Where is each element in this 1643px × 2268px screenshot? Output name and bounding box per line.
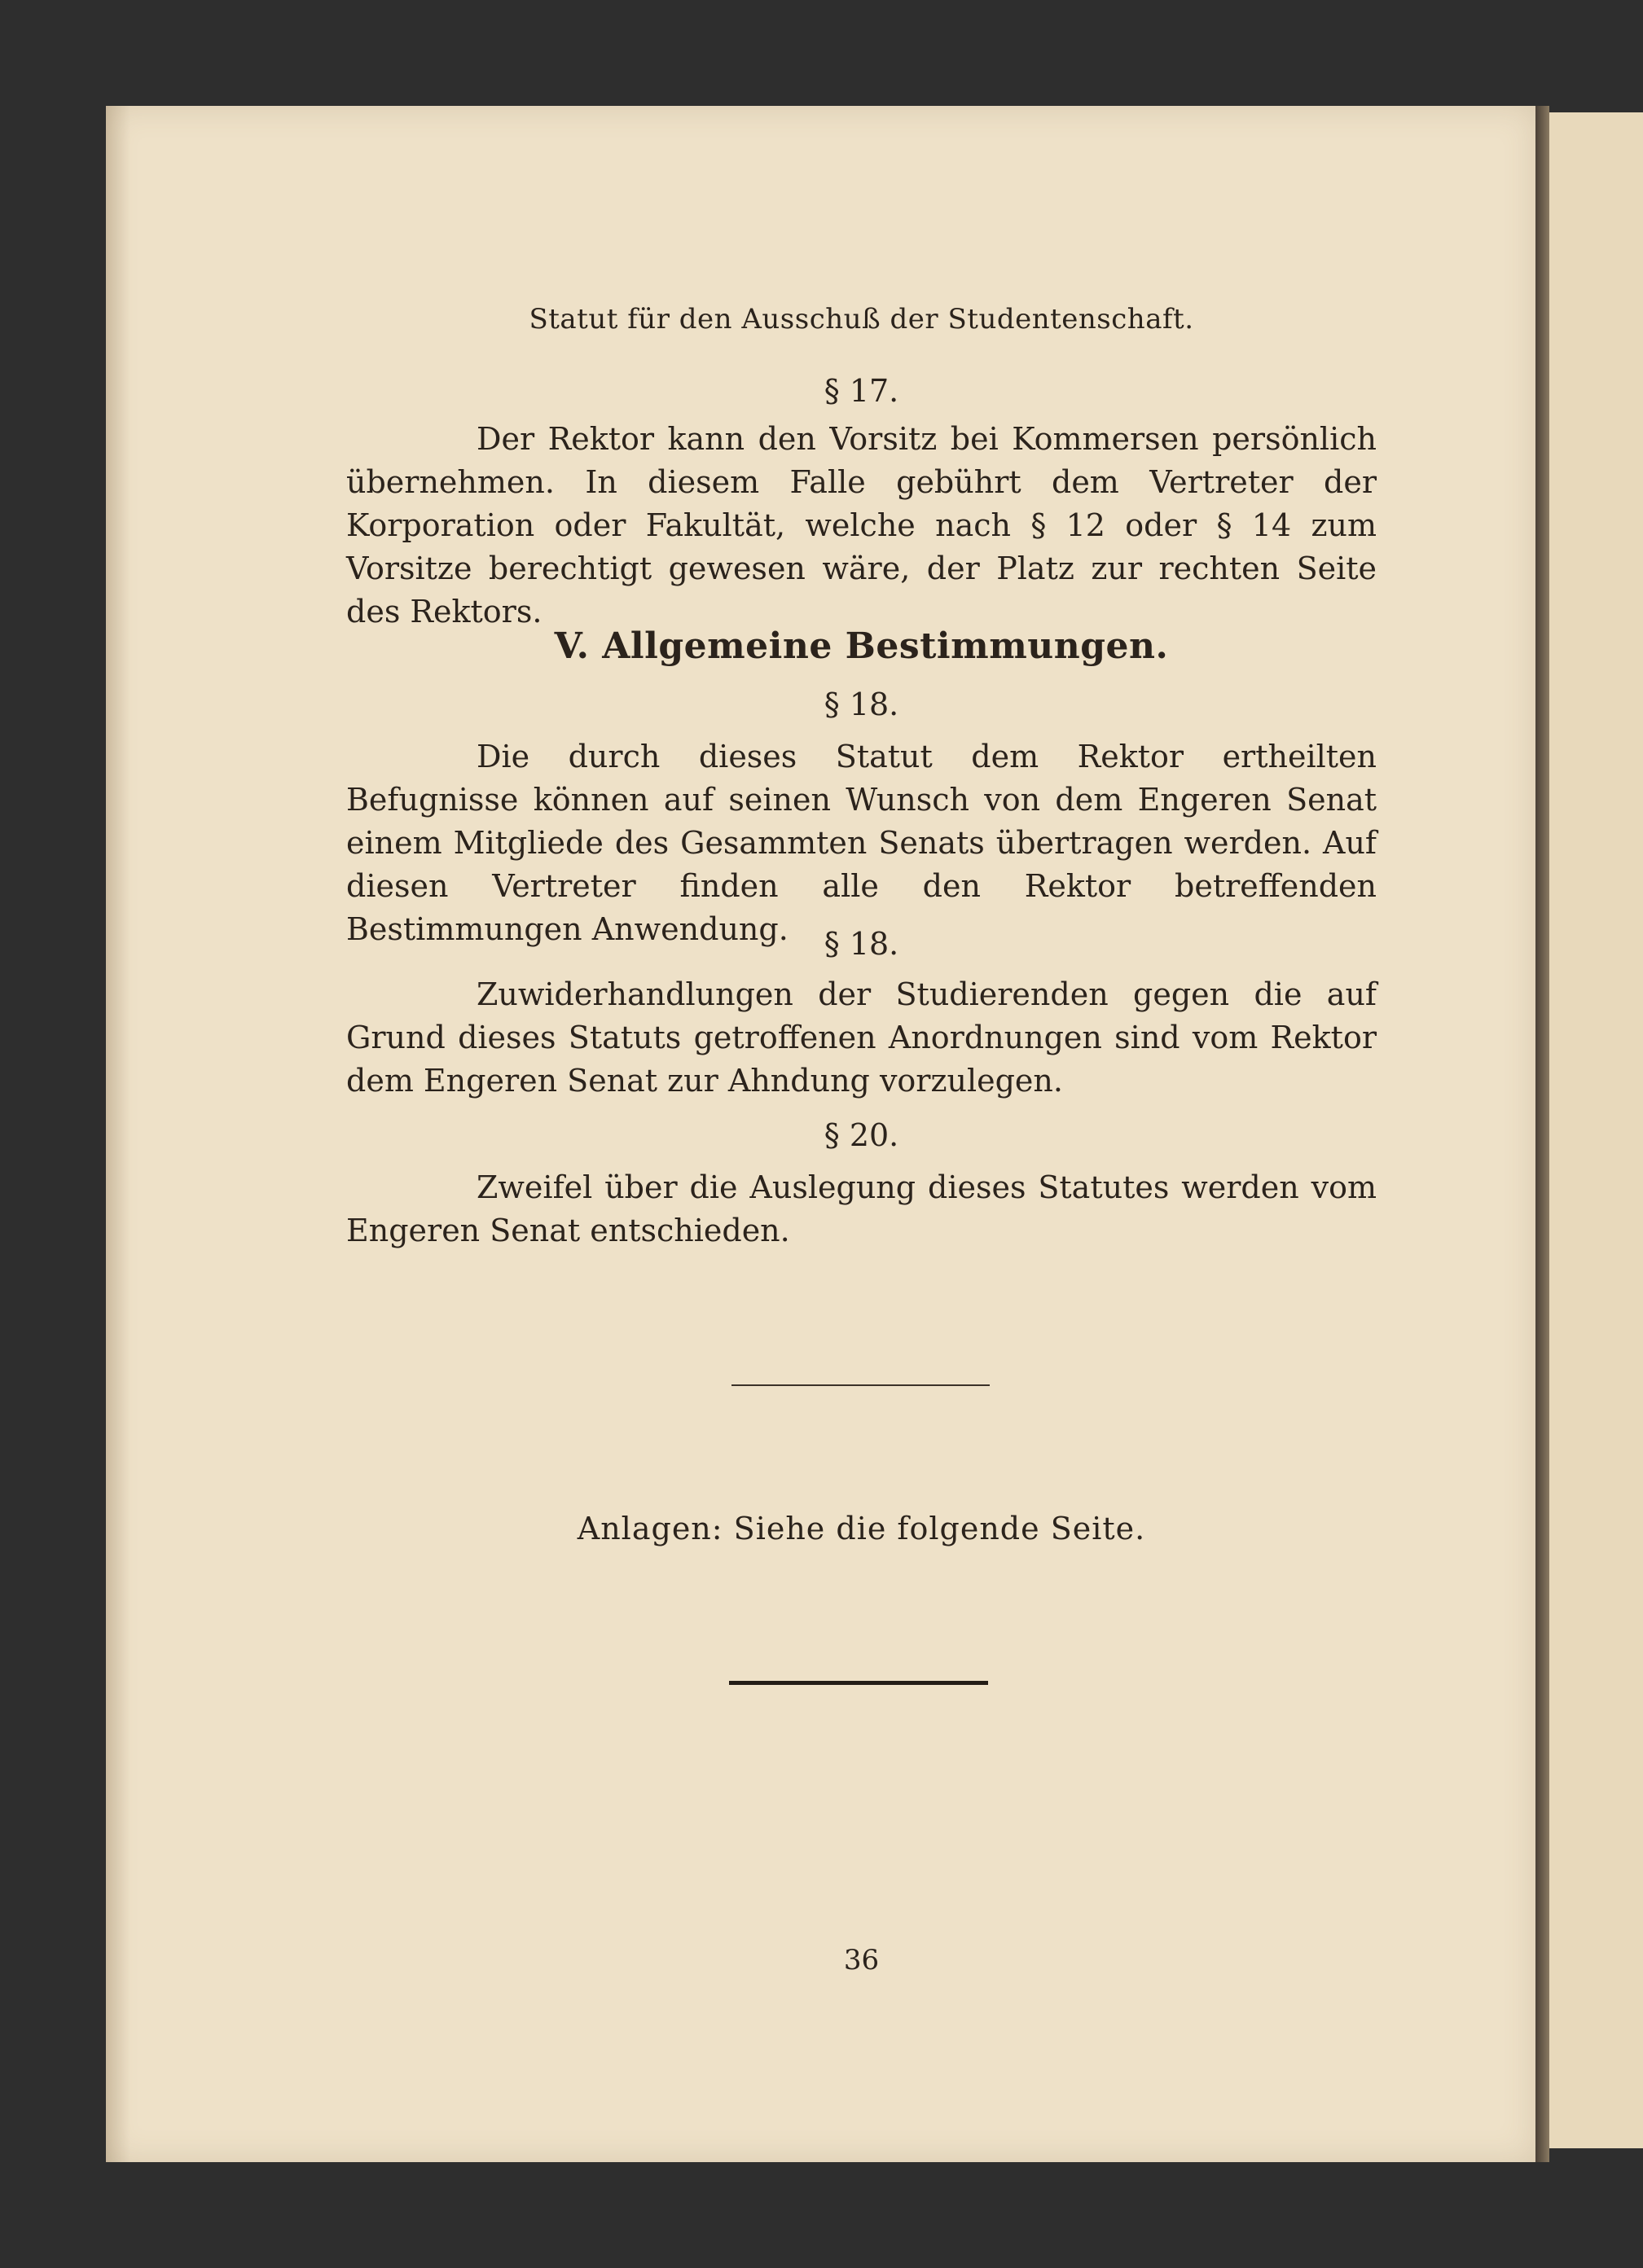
separator-rule	[731, 1384, 990, 1386]
running-header: Statut für den Ausschuß der Studentenschaft.	[529, 303, 1194, 336]
section-18-second-text: Zuwiderhandlungen der Studierenden gegen die auf Grund dieses Statuts getroffenen Anordnungen sind vom Rektor dem Engeren Senat zur Ahndung vorzulegen.	[346, 976, 1377, 1099]
section-heading-17: § 17.	[824, 373, 899, 409]
page-number: 36	[843, 1944, 880, 1976]
page-shadow	[106, 106, 130, 2162]
appendix-note: Anlagen: Siehe die folgende Seite.	[577, 1511, 1146, 1546]
book-gutter	[1535, 106, 1549, 2162]
end-rule	[729, 1681, 988, 1685]
section-17-text: Der Rektor kann den Vorsitz bei Kommersen persönlich übernehmen. In diesem Falle gebührt dem Vertreter der Korporation oder Fakultät, welche nach § 12 oder § 14 zum Vorsitze berechtigt gewesen wäre, der Platz zur rechten Seite des Rektors.	[346, 421, 1377, 630]
section-20-text: Zweifel über die Auslegung dieses Statutes werden vom Engeren Senat entschieden.	[346, 1169, 1377, 1248]
section-heading-18-second: § 18.	[824, 926, 899, 962]
section-heading-18: § 18.	[824, 687, 899, 722]
section-18-text: Die durch dieses Statut dem Rektor ertheilten Befugnisse können auf seinen Wunsch von dem Engeren Senat einem Mitgliede des Gesammten Senats übertragen werden. Auf diesen Vertreter finden alle den Rektor betreffenden Bestimmungen Anwendung.	[346, 739, 1377, 947]
chapter-title: V. Allgemeine Bestimmungen.	[554, 625, 1169, 667]
adjacent-page-edge	[1549, 112, 1643, 2148]
section-heading-20: § 20.	[824, 1117, 899, 1153]
